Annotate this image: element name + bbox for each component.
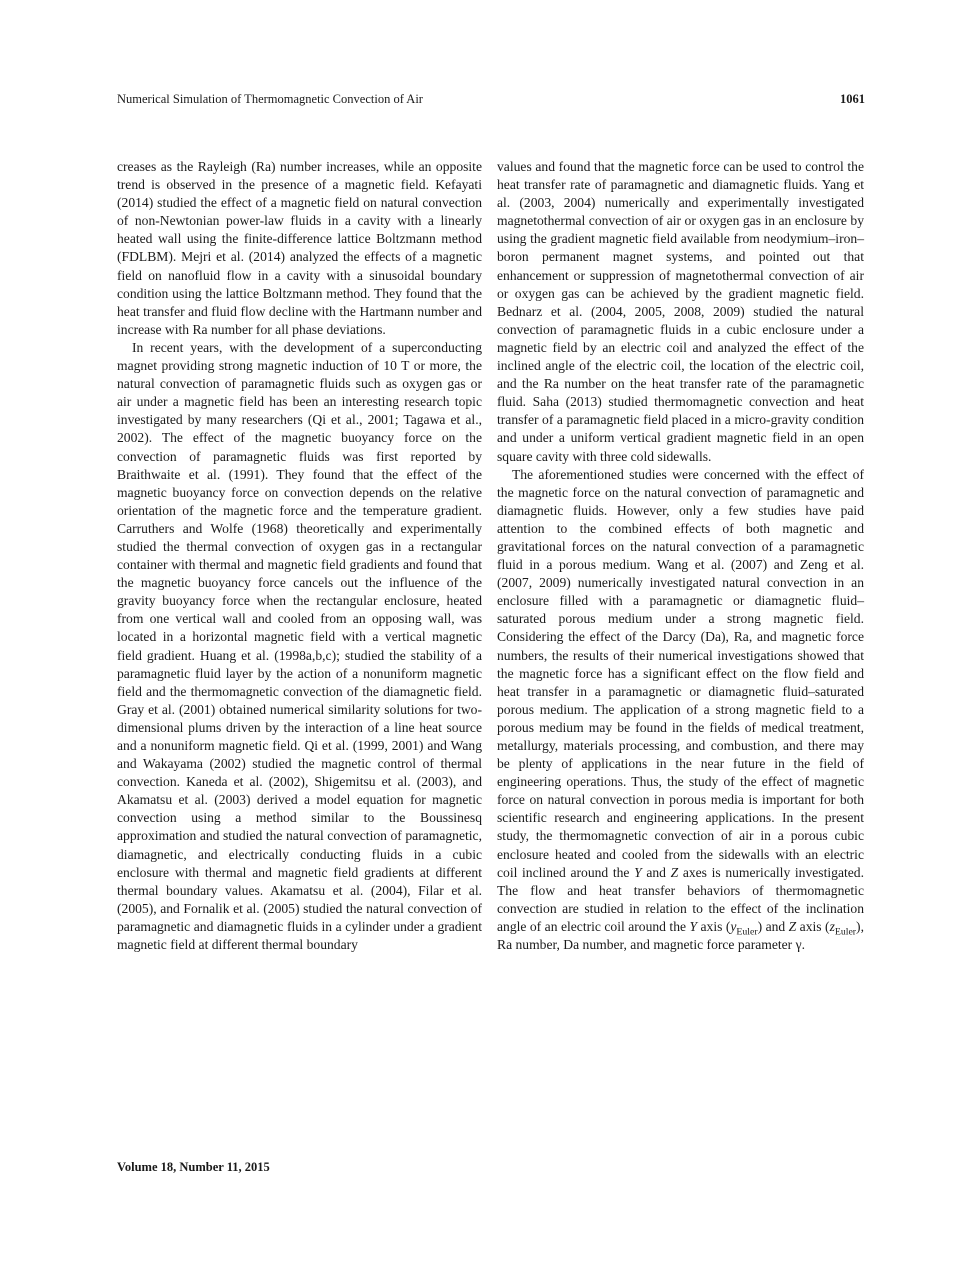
- y-axis-symbol: Y: [689, 918, 698, 934]
- running-title: Numerical Simulation of Thermomagnetic Convection of Air: [117, 92, 423, 106]
- z-axis-symbol: Z: [788, 918, 797, 934]
- paragraph: [497, 466, 864, 955]
- paragraph-text: and: [641, 864, 671, 880]
- right-column: [497, 158, 864, 954]
- paragraph: creases as the Rayleigh (Ra) number increases, while an opposite trend is observed in the presence of a magnetic field. Kefayati (2014) studied the effect of a magnetic field on natural convection of non-Newtonian power-law fluids in a cavity with a linearly heated wall using the finite-difference lattice Boltzmann method (FDLBM). Mejri et al. (2014) analyzed the effects of a magnetic field on nanofluid flow in a cavity with a sinusoidal boundary condition using the lattice Boltzmann method. They found that the heat transfer and fluid flow decline with the Hartmann number and increase with Ra number for all phase deviations.: [117, 159, 482, 337]
- euler-subscript: Euler: [834, 926, 857, 938]
- page-number: 1061: [840, 92, 865, 106]
- euler-subscript: Euler: [736, 926, 758, 938]
- running-header: [117, 92, 865, 110]
- y-euler-symbol: y: [730, 918, 737, 934]
- paragraph-text: axis (: [697, 918, 731, 934]
- paragraph-text: axis (: [796, 918, 830, 934]
- z-axis-symbol: Z: [670, 864, 679, 880]
- left-column: [117, 158, 482, 954]
- paragraph: In recent years, with the development of a superconducting magnet providing strong magnetic induction of 10 T or more, the natural convection of paramagnetic fluids such as oxygen gas or air under a magnetic field has been an interesting research topic investigated by many researchers (Qi et al., 2001; Tagawa et al., 2002). The effect of the magnetic buoyancy force on the convection of paramagnetic fluids was first reported by Braithwaite et al. (1991). They found that the effect of the magnetic buoyancy force on convection depends on the relative orientation of the magnetic force and the temperature gradient. Carruthers and Wolfe (1968) theoretically and experimentally studied the thermal convection of oxygen gas in a rectangular container with thermal and magnetic field gradients and found that the magnetic buoyancy force cancels out the influence of the gravity buoyancy force when the rectangular enclosure, heated from one vertical wall and cooled from an opposing wall, was located in a horizontal magnetic field with a vertical magnetic field gradient. Huang et al. (1998a,b,c); studied the stability of a paramagnetic fluid layer by the action of a nonuniform magnetic field and the thermomagnetic convection of the diamagnetic field. Gray et al. (2001) obtained numerical similarity solutions for two-dimensional plums driven by the interaction of a line heat source and a nonuniform magnetic field. Qi et al. (1999, 2001) and Wang and Wakayama (2002) studied the magnetic control of thermal convection. Kaneda et al. (2002), Shigemitsu et al. (2003), and Akamatsu et al. (2003) derived a model equation for magnetic convection using a method similar to the Boussinesq approximation and studied the natural convection of paramagnetic, diamagnetic, and electrically conducting fluids in a cubic enclosure with thermal and magnetic field gradients at different thermal boundary values. Akamatsu et al. (2004), Filar et al. (2005), and Fornalik et al. (2005) studied the natural convection of paramagnetic and diamagnetic fluids in a cylinder under a gradient magnetic field at different thermal boundary: [117, 339, 482, 953]
- y-axis-symbol: Y: [634, 864, 642, 880]
- footer-volume: Volume 18, Number 11, 2015: [117, 1160, 270, 1174]
- paragraph-text: The aforementioned studies were concerned with the effect of the magnetic force on the natural convection of paramagnetic and diamagnetic fluids. However, only a few studies have paid attention to the combined effects of both magnetic and gravitational forces on the natural convection of a paramagnetic fluid in a porous medium. Wang et al. (2007) and Zeng et al. (2007, 2009) numerically investigated natural convection in an enclosure filled with a paramagnetic or diamagnetic fluid–saturated porous medium under a strong magnetic field. Considering the effect of the Darcy (Da), Ra, and magnetic force numbers, the results of their numerical investigations showed that the magnetic force has a significant effect on the flow field and heat transfer in a paramagnetic or diamagnetic fluid–saturated porous medium. The application of a strong magnetic field to a porous medium may be found in the fields of medical treatment, metallurgy, materials processing, and combustion, and there may be plenty of applications in the near future in the field of engineering operations. Thus, the study of the effect of magnetic force on natural convection in porous media is important for both scientific research and engineering applications. In the present study, the thermomagnetic convection of air in a porous cubic enclosure heated and cooled from the sidewalls with an electric coil inclined around the: [497, 466, 864, 880]
- paragraph-text: ) and: [757, 918, 789, 934]
- paragraph: values and found that the magnetic force can be used to control the heat transfer rate of paramagnetic and diamagnetic fluids. Yang et al. (2003, 2004) numerically and experimentally investigated magnetothermal convection of air or oxygen gas in an enclosure by using the gradient magnetic field available from neodymium–iron–boron permanent magnet systems, and pointed out that enhancement or suppression of magnetothermal convection of air or oxygen gas can be achieved by the gradient magnetic field. Bednarz et al. (2004, 2005, 2008, 2009) studied the natural convection of paramagnetic fluids in a cubic enclosure under a magnetic field by an electric coil and analyzed the effect of the inclined angle of the electric coil, the location of the electric coil, and the Ra number on the heat transfer rate of the paramagnetic fluid. Saha (2013) studied thermomagnetic convection and heat transfer of a paramagnetic field placed in a micro-gravity condition and under a uniform vertical gradient magnetic field in an open square cavity with three cold sidewalls.: [497, 159, 864, 464]
- z-euler-symbol: z: [829, 918, 835, 934]
- paragraph-text: ), Ra number, Da number, and magnetic force parameter γ.: [497, 918, 864, 953]
- paragraph-text: axes is numerically investigated. The flow and heat transfer behaviors of thermomagnetic convection are studied in relation to the effect of the inclination angle of an electric coil around the: [497, 864, 864, 934]
